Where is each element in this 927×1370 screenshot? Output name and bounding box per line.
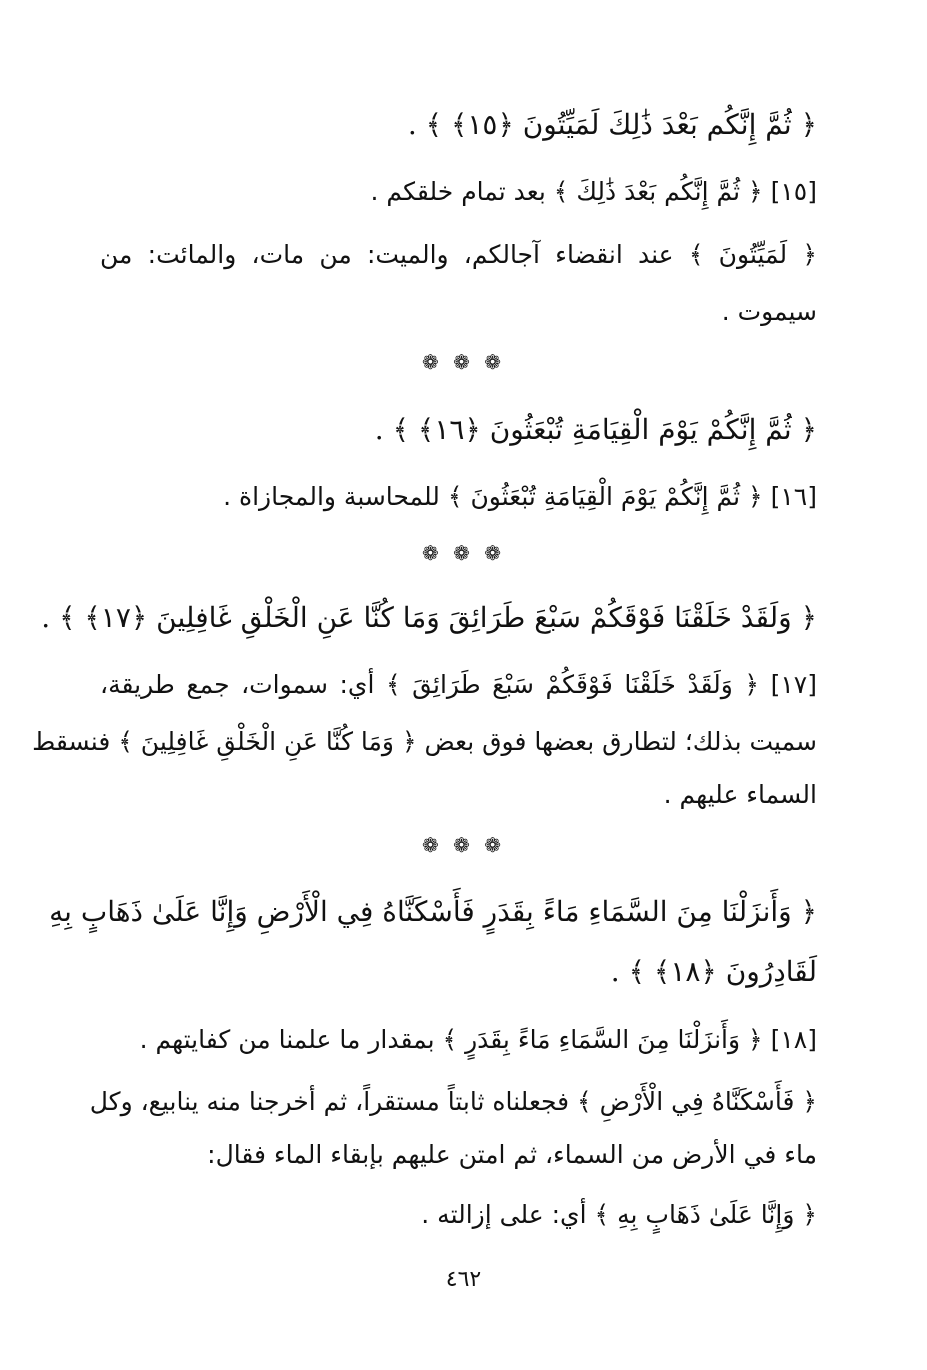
section-separator: ❁ ❁ ❁ (422, 541, 505, 565)
commentary-15-line-3: سيموت . (721, 297, 817, 326)
commentary-18-line-1: [١٨] ﴿ وَأَنزَلْنَا مِنَ السَّمَاءِ مَاءً بِقَدَرٍ ﴾ بمقدار ما علمنا من كفايتهم . (139, 1025, 817, 1054)
commentary-17-line-3: السماء عليهم . (663, 780, 817, 809)
commentary-16: [١٦] ﴿ ثُمَّ إِنَّكُمْ يَوْمَ الْقِيَامَةِ تُبْعَثُونَ ﴾ للمحاسبة والمجازاة . (223, 482, 817, 511)
section-separator: ❁ ❁ ❁ (422, 833, 505, 857)
commentary-17-line-1: [١٧] ﴿ وَلَقَدْ خَلَقْنَا فَوْقَكُمْ سَبْعَ طَرَائِقَ ﴾ أي: سموات، جمع طريقة، (100, 670, 817, 699)
commentary-15-line-1: [١٥] ﴿ ثُمَّ إِنَّكُم بَعْدَ ذَٰلِكَ ﴾ بعد تمام خلقكم . (370, 177, 817, 206)
commentary-17-line-2: سميت بذلك؛ لتطارق بعضها فوق بعض ﴿ وَمَا كُنَّا عَنِ الْخَلْقِ غَافِلِينَ ﴾ فنسقط (32, 727, 817, 756)
verse-15: ﴿ ثُمَّ إِنَّكُم بَعْدَ ذَٰلِكَ لَمَيِّتُونَ ﴿١٥﴾ ﴾ . (407, 108, 817, 141)
section-separator: ❁ ❁ ❁ (422, 350, 505, 374)
commentary-18-line-2: ﴿ فَأَسْكَنَّاهُ فِي الْأَرْضِ ﴾ فجعلناه ثابتاً مستقراً، ثم أخرجنا منه ينابيع، وكل (89, 1087, 817, 1116)
verse-18-line-2: لَقَادِرُونَ ﴿١٨﴾ ﴾ . (610, 955, 817, 988)
verse-17: ﴿ وَلَقَدْ خَلَقْنَا فَوْقَكُمْ سَبْعَ طَرَائِقَ وَمَا كُنَّا عَنِ الْخَلْقِ غَافِلِينَ ﴿١٧﴾ ﴾ . (41, 601, 817, 634)
page-number: ٤٦٢ (445, 1267, 482, 1292)
commentary-15-line-2: ﴿ لَمَيِّتُونَ ﴾ عند انقضاء آجالكم، والميت: من مات، والمائت: من (100, 240, 817, 269)
commentary-18-line-4: ﴿ وَإِنَّا عَلَىٰ ذَهَابٍ بِهِ ﴾ أي: على إزالته . (421, 1200, 817, 1229)
commentary-18-line-3: ماء في الأرض من السماء، ثم امتن عليهم بإبقاء الماء فقال: (207, 1140, 817, 1169)
verse-18-line-1: ﴿ وَأَنزَلْنَا مِنَ السَّمَاءِ مَاءً بِقَدَرٍ فَأَسْكَنَّاهُ فِي الْأَرْضِ وَإِنَّا عَلَىٰ ذَهَابٍ بِهِ (49, 895, 817, 928)
verse-16: ﴿ ثُمَّ إِنَّكُمْ يَوْمَ الْقِيَامَةِ تُبْعَثُونَ ﴿١٦﴾ ﴾ . (374, 413, 817, 446)
